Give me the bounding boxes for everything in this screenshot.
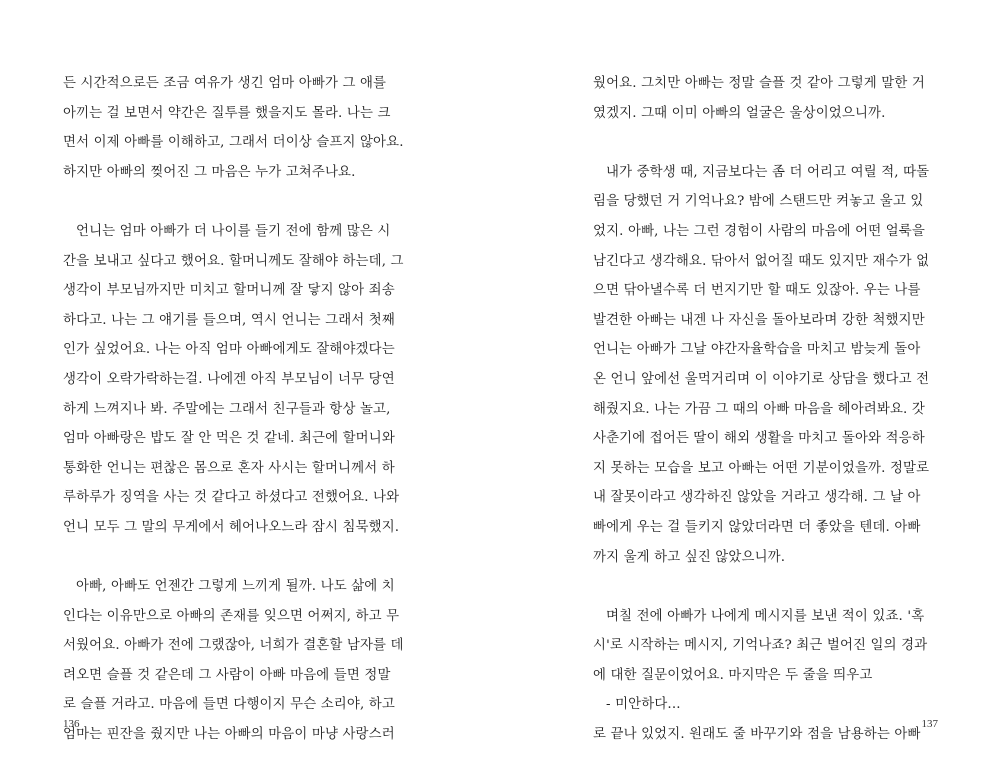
paragraph-break bbox=[593, 572, 937, 602]
text-line: 내 잘못이라고 생각하진 않았을 거라고 생각해. 그 날 아 bbox=[593, 490, 921, 506]
paragraph-break bbox=[63, 543, 407, 573]
text-line: 인가 싶었어요. 나는 아직 엄마 아빠에게도 잘해야겠다는 bbox=[63, 342, 395, 358]
text-line: 하지만 아빠의 찢어진 그 마음은 누가 고쳐주나요. bbox=[63, 164, 356, 180]
paragraph-break bbox=[593, 128, 937, 158]
text-line: 하게 느껴지나 봐. 주말에는 그래서 친구들과 항상 놀고, bbox=[63, 401, 391, 417]
text-line: 서웠어요. 아빠가 전에 그랬잖아, 너희가 결혼할 남자를 데 bbox=[63, 638, 404, 654]
text-line: 웠어요. 그치만 아빠는 정말 슬플 것 같아 그렇게 말한 거 bbox=[593, 76, 925, 91]
text-line: 생각이 오락가락하는걸. 나에겐 아직 부모님이 너무 당연 bbox=[63, 371, 395, 387]
text-line: 간을 보내고 싶다고 했어요. 할머니께도 잘해야 하는데, 그 bbox=[63, 253, 404, 269]
text-line: 엄마 아빠랑은 밥도 잘 안 먹은 것 같네. 최근에 할머니와 bbox=[63, 431, 395, 447]
text-line: 든 시간적으로든 조금 여유가 생긴 엄마 아빠가 그 애를 bbox=[63, 76, 387, 91]
right-page-number: 137 bbox=[921, 718, 938, 730]
right-page bbox=[500, 0, 1000, 781]
text-line: 빠에게 우는 걸 들키지 않았더라면 더 좋았을 텐데. 아빠 bbox=[593, 519, 921, 535]
text-line: 통화한 언니는 편찮은 몸으로 혼자 사시는 할머니께서 하 bbox=[63, 460, 395, 476]
text-line: 인다는 이유만으로 아빠의 존재를 잊으면 어쩌지, 하고 무 bbox=[63, 608, 400, 624]
text-line: 었지. 아빠, 나는 그런 경험이 사람의 마음에 어떤 얼룩을 bbox=[593, 223, 925, 239]
text-line: 온 언니 앞에선 울먹거리며 이 이야기로 상담을 했다고 전 bbox=[593, 371, 930, 387]
right-page-body-text bbox=[593, 69, 937, 750]
text-line: 림을 당했던 거 기억나요? 밤에 스탠드만 켜놓고 울고 있 bbox=[593, 194, 924, 210]
text-line: 며칠 전에 아빠가 나에게 메시지를 보낸 적이 있죠. '혹 bbox=[606, 608, 925, 624]
text-line: 발견한 아빠는 내겐 나 자신을 돌아보라며 강한 척했지만 bbox=[593, 312, 925, 328]
text-line: - 미안하다... bbox=[606, 697, 681, 713]
text-line: 사춘기에 접어든 딸이 해외 생활을 마치고 돌아와 적응하 bbox=[593, 431, 925, 447]
text-line: 언니 모두 그 말의 무게에서 헤어나오느라 잠시 침묵했지. bbox=[63, 519, 400, 535]
text-line: 까지 울게 하고 싶진 않았으니까. bbox=[593, 549, 786, 565]
text-line: 로 끝나 있었지. 원래도 줄 바꾸기와 점을 남용하는 아빠 bbox=[593, 727, 921, 743]
text-line: 으면 닦아낼수록 더 번지기만 할 때도 있잖아. 우는 나를 bbox=[593, 283, 921, 299]
text-line: 시'로 시작하는 메시지, 기억나죠? 최근 벌어진 일의 경과 bbox=[593, 638, 928, 654]
paragraph-break bbox=[63, 187, 407, 217]
text-line: 하다고. 나는 그 얘기를 들으며, 역시 언니는 그래서 첫째 bbox=[63, 312, 395, 328]
text-line: 내가 중학생 때, 지금보다는 좀 더 어리고 여릴 적, 따돌 bbox=[606, 164, 930, 180]
text-line: 언니는 아빠가 그날 야간자율학습을 마치고 밤늦게 돌아 bbox=[593, 342, 921, 358]
text-line: 면서 이제 아빠를 이해하고, 그래서 더이상 슬프지 않아요. bbox=[63, 135, 404, 151]
text-line: 남긴다고 생각해요. 닦아서 없어질 때도 있지만 재수가 없 bbox=[593, 253, 930, 269]
text-line: 지 못하는 모습을 보고 아빠는 어떤 기분이었을까. 정말로 bbox=[593, 460, 930, 476]
text-line: 생각이 부모님까지만 미치고 할머니께 잘 닿지 않아 죄송 bbox=[63, 283, 395, 299]
text-line: 아빠, 아빠도 언젠간 그렇게 느끼게 될까. 나도 삶에 치 bbox=[76, 579, 395, 595]
text-line: 였겠지. 그때 이미 아빠의 얼굴은 울상이었으니까. bbox=[593, 105, 886, 121]
text-line: 엄마는 핀잔을 줬지만 나는 아빠의 마음이 마냥 사랑스러 bbox=[63, 727, 395, 743]
left-page-body-text bbox=[63, 69, 407, 750]
left-page-number: 136 bbox=[63, 718, 80, 730]
text-line: 에 대한 질문이었어요. 마지막은 두 줄을 띄우고 bbox=[593, 667, 873, 683]
text-line: 루하루가 징역을 사는 것 같다고 하셨다고 전했어요. 나와 bbox=[63, 490, 400, 506]
text-line: 해줬지요. 나는 가끔 그 때의 아빠 마음을 헤아려봐요. 갓 bbox=[593, 401, 925, 417]
text-line: 아끼는 걸 보면서 약간은 질투를 했을지도 몰라. 나는 크 bbox=[63, 105, 391, 121]
text-line: 언니는 엄마 아빠가 더 나이를 들기 전에 함께 많은 시 bbox=[76, 223, 391, 239]
text-line: 로 슬플 거라고. 마음에 들면 다행이지 무슨 소리야, 하고 bbox=[63, 697, 395, 713]
text-line: 려오면 슬플 것 같은데 그 사람이 아빠 마음에 들면 정말 bbox=[63, 667, 391, 683]
